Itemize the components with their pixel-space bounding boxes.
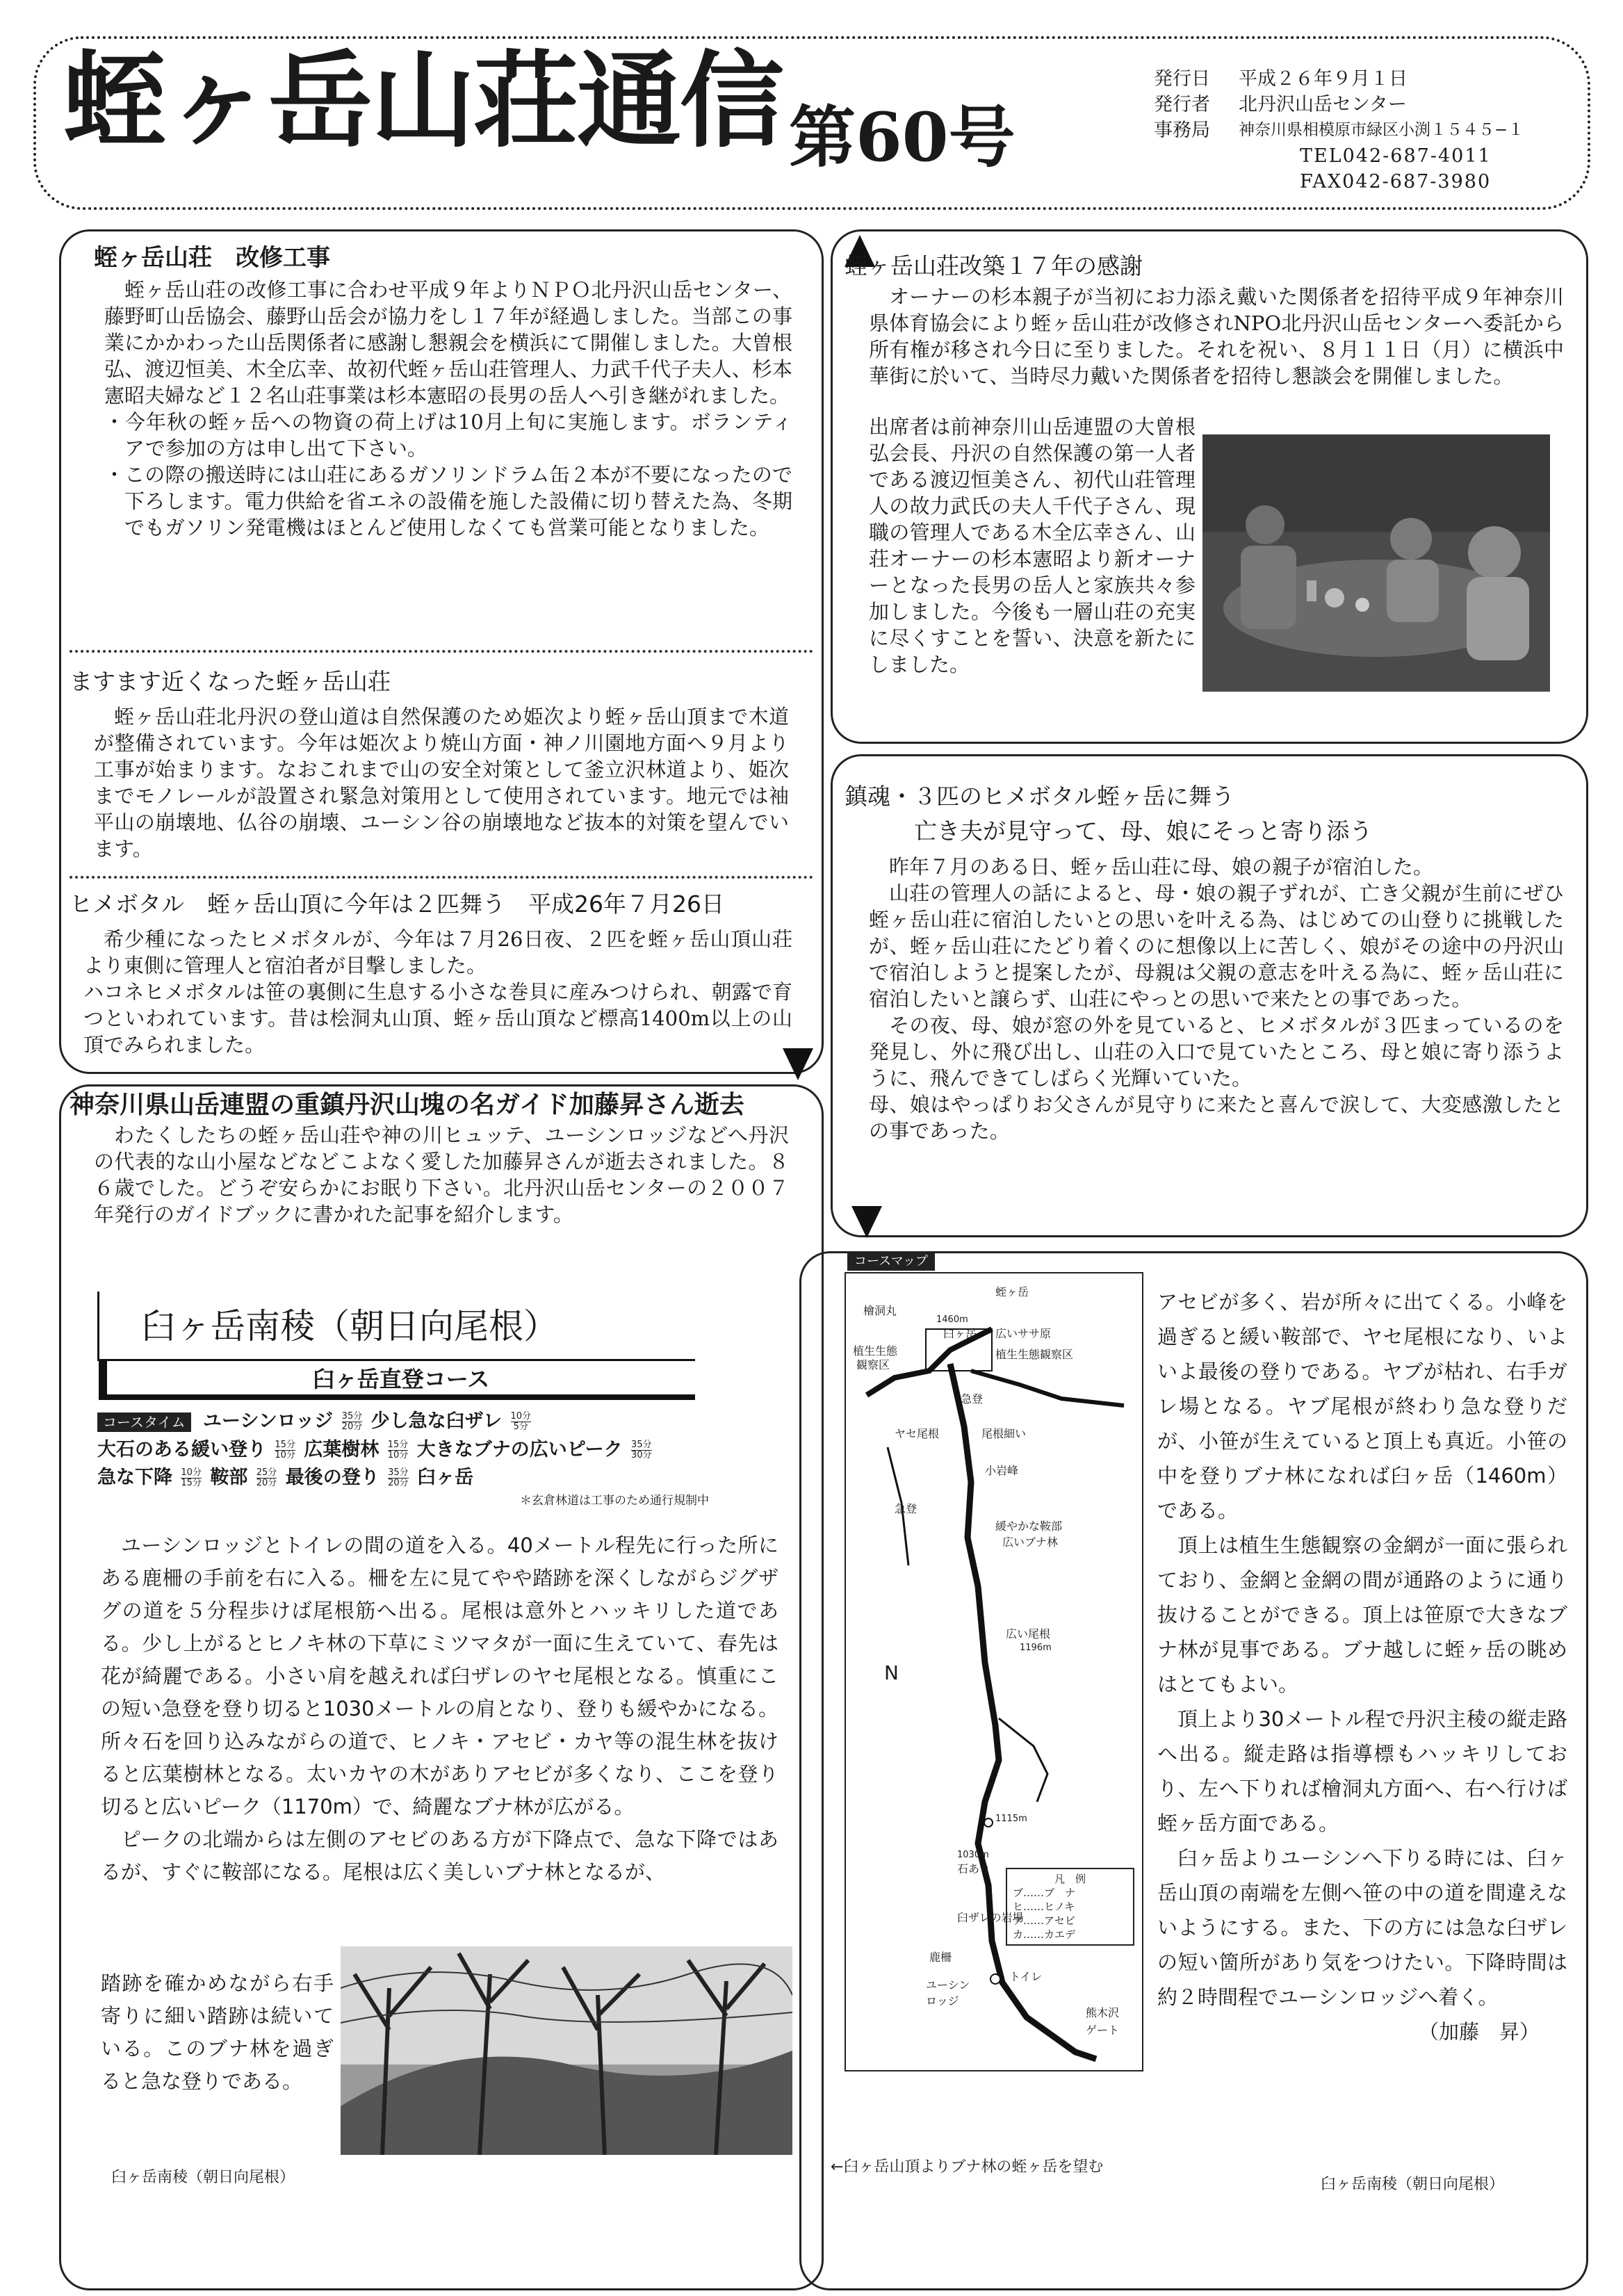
ct-time-down: 10分	[387, 1450, 409, 1460]
office-label: 事務局	[1154, 120, 1210, 141]
ct-time-up: 15分	[275, 1440, 295, 1450]
article-title-firefly: ヒメボタル 蛭ヶ岳山頂に今年は２匹舞う 平成26年７月26日	[70, 890, 724, 918]
map-label: 1115m	[995, 1814, 1027, 1824]
ct-point: 広葉樹林	[304, 1439, 380, 1460]
map-label: 広いササ原	[995, 1327, 1052, 1340]
map-label: 鹿柵	[929, 1951, 952, 1964]
map-label: N	[884, 1661, 899, 1684]
map-label: ユーシン	[926, 1978, 970, 1992]
map-title: コースマップ	[847, 1253, 935, 1271]
issue-number: 第60号	[789, 98, 1016, 177]
party-photo-image	[1202, 434, 1550, 692]
map-label: 1460m	[936, 1314, 968, 1325]
article-title-closer: ますます近くなった蛭ヶ岳山荘	[70, 668, 391, 695]
map-label: 観察区	[856, 1358, 890, 1371]
caption-map: ←臼ヶ岳山頂よりブナ林の蛭ヶ岳を望む	[831, 2158, 1104, 2176]
map-label: 石あり	[957, 1862, 991, 1875]
article-body-obituary	[94, 1122, 789, 1228]
ct-time	[631, 1440, 652, 1460]
map-label: ロッジ	[926, 1994, 959, 2008]
map-label: 臼ヶ岳	[943, 1327, 977, 1340]
publication-info	[1154, 66, 1585, 195]
map-label: 広い尾根	[1006, 1627, 1051, 1640]
ct-time-up: 35分	[341, 1411, 363, 1422]
guide-paragraph-2: ピークの北端からは左側のアセビのある方が下降点で、急な下降ではあるが、すぐに鞍部になる。尾根は広く美しいブナ林となるが、	[101, 1827, 778, 1884]
ct-point: 急な下降	[97, 1467, 172, 1488]
map-label: 広いブナ林	[1002, 1536, 1059, 1549]
ct-time-down: 5分	[513, 1422, 528, 1432]
ct-time-down: 20分	[388, 1478, 409, 1488]
map-label: 臼ザレの岩場	[957, 1911, 1024, 1924]
legend-item: ヒ……ヒノキ	[1013, 1900, 1075, 1913]
firefly-line-1: 希少種になったヒメボタルが、今年は７月26日夜、２匹を蛭ヶ岳山頂山荘より東側に管理人と宿泊者が目撃しました。	[83, 927, 792, 977]
ct-time-down: 10分	[275, 1450, 295, 1460]
ct-time-up: 35分	[631, 1440, 652, 1450]
legend-title: 凡 例	[1054, 1873, 1086, 1885]
memorial-paragraph-2: 山荘の管理人の話によると、母・娘の親子ずれが、亡き父親が生前にぜひ蛭ヶ岳山荘に宿泊したいとの思いを叶える為、はじめての山登りに挑戦したが、蛭ヶ岳山荘にたどり着くのに想像以上に苦しく、娘がその途中の丹沢山で宿泊しようと提案したが、母親は父親の意志を叶える為に、蛭ヶ岳山荘に宿泊したいと譲らず、山荘にやっとの思いで来たとの事であった。	[869, 881, 1564, 1011]
legend-item: カ……カエデ	[1013, 1928, 1076, 1941]
guide-body-continued	[101, 1967, 334, 2098]
article-title-anniversary: 蛭ヶ岳山荘改築１７年の感謝	[845, 252, 1143, 279]
guide-right-paragraph-4: 臼ヶ岳よりユーシンへ下りる時には、臼ヶ岳山頂の南端を左側へ笹の中の道を間違えないようにする。また、下の方には急な臼ザレの短い箇所があり気をつけたい。下降時間は約２時間程でユーシンロッジへ着く。	[1157, 1846, 1567, 2009]
map-label: トイレ	[1009, 1970, 1043, 1983]
map-label: ヤセ尾根	[895, 1427, 940, 1440]
map-label: 檜洞丸	[863, 1304, 897, 1317]
guide-right-paragraph-1: アセビが多く、岩が所々に出てくる。小峰を過ぎると緩い鞍部で、ヤセ尾根になり、いよいよ最後の登りである。ヤブが枯れ、右手ガレ場となる。ヤブ尾根が終わり急な登りだが、小笹が生えていると頂上も真近。小笹の中を登りブナ林になれば臼ヶ岳（1460m）である。	[1157, 1290, 1567, 1522]
office-address: 神奈川県相模原市緑区小渕１５４５−１	[1239, 121, 1524, 139]
ct-time	[388, 1468, 409, 1488]
renovation-paragraph: 蛭ヶ岳山荘の改修工事に合わせ平成９年よりＮＰＯ北丹沢山岳センター、藤野町山岳協会、藤野山岳会が協力をし１７年が経過しました。当部この事業にかかわった山岳関係者に感謝し懇親会を横浜にて開催しました。大曽根弘、渡辺恒美、木全広幸、故初代蛭ヶ岳山荘管理人、力武千代子夫人、杉本憲昭夫婦など１２名山荘事業は杉本憲昭の長男の岳人へ引き継がれました。	[104, 278, 792, 407]
ct-time-down: 15分	[181, 1478, 202, 1488]
ct-note: ＊玄倉林道は工事のため通行規制中	[520, 1494, 709, 1508]
memorial-paragraph-4: 母、娘はやっぱりお父さんが見守りに来たと喜んで涙して、大変感激したとの事であった。	[869, 1093, 1564, 1143]
fax: FAX042-687-3980	[1300, 171, 1492, 193]
divider	[70, 876, 813, 879]
map-label: 尾根細い	[981, 1427, 1027, 1440]
publisher: 北丹沢山岳センター	[1239, 94, 1407, 115]
map-label: 植生生態	[853, 1344, 898, 1358]
article-body-firefly	[83, 926, 792, 1058]
guide-right-paragraph-3: 頂上より30メートル程で丹沢主稜の縦走路へ出る。縦走路は指導標もハッキリしており、左へ下りれば檜洞丸方面へ、右へ行けば蛭ヶ岳方面である。	[1157, 1707, 1567, 1835]
renovation-bullet-1: ・今年秋の蛭ヶ岳への物資の荷上げは10月上旬に実施します。ボランティアで参加の方は申し出て下さい。	[104, 410, 792, 460]
ct-point: 大石のある緩い登り	[97, 1439, 266, 1460]
publisher-label: 発行者	[1154, 94, 1210, 115]
ct-time-up: 25分	[256, 1467, 277, 1478]
map-label: 急登	[961, 1392, 984, 1406]
memorial-paragraph-1: 昨年７月のある日、蛭ヶ岳山荘に母、娘の親子が宿泊した。	[889, 855, 1434, 879]
ct-point: 臼ヶ岳	[417, 1467, 474, 1488]
ct-time-up: 35分	[388, 1467, 409, 1478]
guide-subtitle: 臼ヶ岳直登コース	[99, 1361, 695, 1400]
ct-point: 大きなブナの広いピーク	[416, 1439, 623, 1460]
article-title-obituary: 神奈川県山岳連盟の重鎮丹沢山塊の名ガイド加藤昇さん逝去	[70, 1091, 744, 1119]
ct-time	[256, 1468, 277, 1488]
ct-time	[388, 1440, 409, 1460]
map-label: 小岩峰	[985, 1464, 1019, 1477]
caption-right: 臼ヶ岳南稜（朝日向尾根）	[1321, 2176, 1505, 2193]
guide-body	[101, 1529, 778, 1889]
party-photo	[1202, 434, 1550, 692]
renovation-bullet-2: ・この際の搬送時には山荘にあるガソリンドラム缶２本が不要になったので下ろします。電力供給を省エネの設備を施した設備に切り替えた為、冬期でもガソリン発電機はほとんど使用しなくても営業可能となりました。	[104, 463, 792, 539]
ct-point: ユーシンロッジ	[203, 1410, 334, 1432]
ct-time	[342, 1412, 363, 1432]
article-body-closer	[94, 703, 789, 862]
course-map	[845, 1254, 1143, 2071]
article-body-renovation	[104, 277, 792, 541]
ct-time-up: 10分	[510, 1411, 532, 1422]
firefly-line-2: ハコネヒメボタルは笹の裏側に生息する小さな巻貝に産みつけられ、朝露で育つといわれています。昔は桧洞丸山頂、蛭ヶ岳山頂など標高1400m以上の山頂でみられました。	[83, 980, 792, 1057]
ct-point: 最後の登り	[285, 1467, 380, 1488]
anniversary-attendees: 出席者は前神奈川山岳連盟の大曽根弘会長、丹沢の自然保護の第一人者である渡辺恒美さん、初代山荘管理人の故力武氏の夫人千代子さん、現職の管理人である木全広幸さん、山荘オーナーの杉本憲昭より新オーナーとなった長男の岳人と家族共々参加しました。今後も一層山荘の充実に尽くすことを誓い、決意を新たにしました。	[869, 415, 1196, 676]
ct-time-down: 20分	[341, 1422, 363, 1432]
forest-photo-image	[341, 1946, 792, 2155]
ct-time	[181, 1468, 202, 1488]
ct-time-down: 20分	[256, 1478, 277, 1488]
closer-paragraph: 蛭ヶ岳山荘北丹沢の登山道は自然保護のため姫次より蛭ヶ岳山頂まで木道が整備されています。今年は姫次より焼山方面・神ノ川園地方面へ９月より工事が始まります。なおこれまで山の安全対策として釜立沢林道より、姫次までモノレールが設置され緊急対策用として使用されています。地元では袖平山の崩壊地、仏谷の崩壊、ユーシン谷の崩壊地など抜本的対策を望んでいます。	[94, 705, 789, 861]
memorial-paragraph-3: その夜、母、娘が窓の外を見ていると、ヒメボタルが３匹まっているのを発見し、外に飛び出し、山荘の入口で見ていたところ、母と娘に寄り添うように、飛んできてしばらく光輝いていた。	[869, 1013, 1564, 1090]
obituary-paragraph: わたくしたちの蛭ヶ岳山荘や神の川ヒュッテ、ユーシンロッジなどへ丹沢の代表的な山小屋などなどこよなく愛した加藤昇さんが逝去されました。８６歳でした。どうぞ安らかにお眠り下さい。北丹沢山岳センターの２００７年発行のガイドブックに書かれた記事を紹介します。	[94, 1123, 789, 1226]
ct-time	[511, 1412, 532, 1432]
map-label: 植生生態観察区	[995, 1348, 1074, 1361]
guide-right-column	[1157, 1285, 1567, 2049]
anniversary-side-text	[869, 414, 1196, 678]
date-label: 発行日	[1154, 68, 1210, 90]
ct-time	[275, 1440, 295, 1460]
newsletter-title: 蛭ヶ岳山荘通信	[63, 40, 783, 162]
map-label: ゲート	[1086, 2024, 1120, 2037]
map-label: 蛭ヶ岳	[995, 1285, 1029, 1298]
ct-time-up: 15分	[387, 1440, 409, 1450]
map-label: 1196m	[1020, 1643, 1052, 1653]
guide-right-paragraph-2: 頂上は植生生態観察の金網が一面に張られており、金網と金網の間が通路のように通り抜けることができる。頂上は笹原で大きなブナ林が見事である。ブナ越しに蛭ヶ岳の眺めはとてもよい。	[1157, 1533, 1567, 1696]
caption-photo: 臼ヶ岳南稜（朝日向尾根）	[111, 2169, 295, 2186]
box-corner-marker	[851, 1206, 882, 1238]
guide-author: （加藤 昇）	[1418, 2020, 1540, 2044]
ct-point: 少し急な臼ザレ	[370, 1410, 503, 1432]
course-time	[97, 1408, 709, 1510]
article-body-memorial	[869, 854, 1564, 1144]
article-subtitle-memorial: 亡き夫が見守って、母、娘にそっと寄り添う	[914, 817, 1373, 845]
article-body-anniversary	[869, 284, 1564, 389]
guide-paragraph-1: ユーシンロッジとトイレの間の道を入る。40メートル程先に行った所にある鹿柵の手前を右に入る。柵を左に見てやや踏跡を深くしながらジグザグの道を５分程歩けば尾根筋へ出る。尾根は意外とハッキリした道である。少し上がるとヒノキ林の下草にミツマタが一面に生えていて、春先は花が綺麗である。小さい肩を越えれば臼ザレのヤセ尾根となる。慎重にこの短い急登を登り切ると1030メートルの肩となり、登りも緩やかになる。所々石を回り込みながらの道で、ヒノキ・アセビ・カヤ等の混生林を抜けると広葉樹林となる。太いカヤの木がありアセビが多くなり、ここを登り切ると広いピーク（1170m）で、綺麗なブナ林が広がる。	[101, 1533, 778, 1818]
ct-time-up: 10分	[181, 1467, 202, 1478]
telephone: TEL042-687-4011	[1300, 145, 1492, 167]
legend-item: ブ……ブ ナ	[1013, 1887, 1076, 1899]
article-title-memorial: 鎮魂・３匹のヒメボタル蛭ヶ岳に舞う	[845, 783, 1234, 810]
anniversary-paragraph: オーナーの杉本親子が当初にお力添え戴いた関係者を招待平成９年神奈川県体育協会により蛭ヶ岳山荘が改修されNPO北丹沢山岳センターへ委託から所有権が移され今日に至りました。それを祝い、８月１１日（月）に横浜中華街に於いて、当時尽力戴いた関係者を招待し懇談会を開催しました。	[869, 285, 1564, 388]
map-label: 熊木沢	[1086, 2006, 1120, 2019]
ct-point: 鞍部	[210, 1467, 248, 1488]
map-label: 急登	[895, 1502, 917, 1515]
issue-date: 平成２６年９月１日	[1239, 68, 1408, 90]
map-legend	[1006, 1868, 1134, 1946]
course-time-label: コースタイム	[97, 1412, 191, 1432]
map-label: 1030m	[957, 1850, 989, 1860]
legend-item: ア……アセビ	[1013, 1914, 1075, 1927]
ct-time-down: 30分	[631, 1450, 652, 1460]
article-title-renovation: 蛭ヶ岳山荘 改修工事	[94, 244, 330, 272]
forest-photo	[341, 1946, 792, 2155]
guide-title: 臼ヶ岳南稜（朝日向尾根）	[97, 1292, 695, 1361]
guide-paragraph-2b: 踏跡を確かめながら右手寄りに細い踏跡は続いている。このブナ林を過ぎると急な登りである。	[101, 1971, 334, 2093]
divider	[70, 650, 813, 653]
map-label: 緩やかな鞍部	[995, 1520, 1063, 1533]
